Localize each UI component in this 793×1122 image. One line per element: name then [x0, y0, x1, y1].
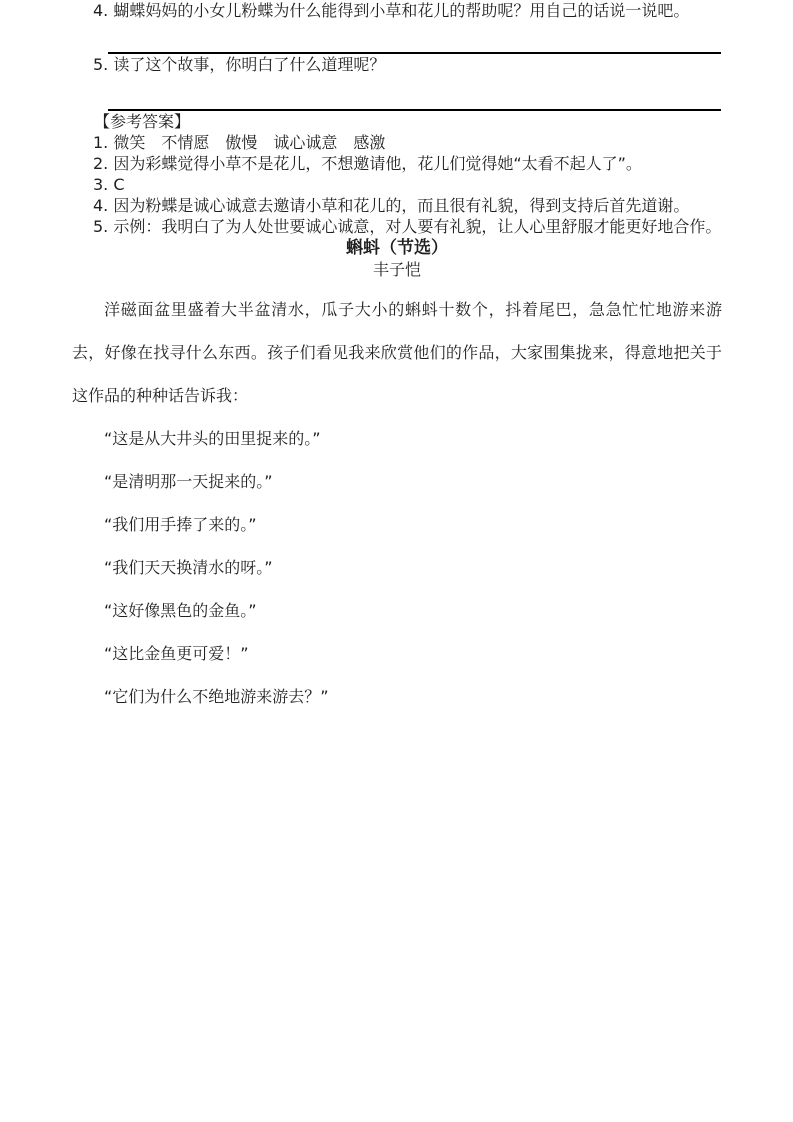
dialogue-line-7: “它们为什么不绝地游来游去？” [104, 687, 329, 706]
passage-title: 蝌蚪（节选） [346, 238, 448, 258]
passage-author: 丰子恺 [372, 260, 421, 279]
answer-key-item-5: 5. 示例：我明白了为人处世要诚心诚意，对人要有礼貌，让人心里舒服才能更好地合作。 [93, 217, 722, 236]
passage-intro-paragraph: 洋磁面盆里盛着大半盆清水，瓜子大小的蝌蚪十数个，抖着尾巴，急急忙忙地游来游去，好像在找寻什么东西。孩子们看见我来欣赏他们的作品，大家围集拢来，得意地把关于这作品的种种话告诉我： [72, 300, 722, 405]
passage-body [72, 288, 722, 718]
answer-key-item-3: 3. C [93, 175, 125, 194]
question-5-text: 5. 读了这个故事，你明白了什么道理呢？ [93, 55, 386, 74]
answer-key-heading: 【参考答案】 [94, 112, 191, 131]
dialogue-line-2: “是清明那一天捉来的。” [104, 472, 273, 491]
dialogue-line-4: “我们天天换清水的呀。” [104, 558, 273, 577]
dialogue-line-6: “这比金鱼更可爱！” [104, 644, 249, 663]
question-4-text: 4. 蝴蝶妈妈的小女儿粉蝶为什么能得到小草和花儿的帮助呢？用自己的话说一说吧。 [93, 1, 690, 20]
dialogue-line-1: “这是从大井头的田里捉来的。” [104, 429, 321, 448]
answer-key-item-2: 2. 因为彩蝶觉得小草不是花儿，不想邀请他，花儿们觉得她“太看不起人了”。 [93, 154, 642, 173]
answer-key-item-1: 1. 微笑 不情愿 傲慢 诚心诚意 感激 [93, 133, 386, 152]
dialogue-line-3: “我们用手捧了来的。” [104, 515, 257, 534]
dialogue-line-5: “这好像黑色的金鱼。” [104, 601, 257, 620]
answer-key-item-4: 4. 因为粉蝶是诚心诚意去邀请小草和花儿的，而且很有礼貌，得到支持后首先道谢。 [93, 196, 690, 215]
